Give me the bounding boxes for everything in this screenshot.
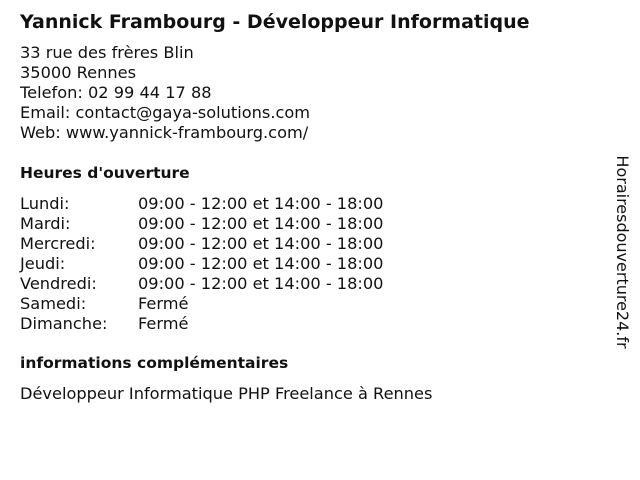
day-label: Mercredi: xyxy=(20,234,96,253)
day-label: Dimanche: xyxy=(20,314,108,333)
time-value: 09:00 - 12:00 et 14:00 - 18:00 xyxy=(138,234,384,253)
address-street: 33 rue des frères Blin xyxy=(20,43,194,62)
time-value: 09:00 - 12:00 et 14:00 - 18:00 xyxy=(138,274,384,293)
time-value: Fermé xyxy=(138,294,189,313)
time-value: 09:00 - 12:00 et 14:00 - 18:00 xyxy=(138,254,384,273)
site-brand-vertical: Horairesdouverture24.fr xyxy=(613,155,632,349)
day-label: Samedi: xyxy=(20,294,87,313)
address-block xyxy=(20,43,310,143)
business-title: Yannick Frambourg - Développeur Informatique xyxy=(20,11,530,33)
time-value: 09:00 - 12:00 et 14:00 - 18:00 xyxy=(138,214,384,233)
day-label: Jeudi: xyxy=(20,254,66,273)
info-heading: informations complémentaires xyxy=(20,354,289,372)
email-address: Email: contact@gaya-solutions.com xyxy=(20,103,311,122)
day-label: Mardi: xyxy=(20,214,71,233)
time-value: 09:00 - 12:00 et 14:00 - 18:00 xyxy=(138,194,384,213)
website-url: Web: www.yannick-frambourg.com/ xyxy=(20,123,309,142)
address-city: 35000 Rennes xyxy=(20,63,137,82)
phone-number: Telefon: 02 99 44 17 88 xyxy=(20,83,212,102)
day-label: Vendredi: xyxy=(20,274,97,293)
day-label: Lundi: xyxy=(20,194,70,213)
hours-heading: Heures d'ouverture xyxy=(20,164,190,182)
info-text: Développeur Informatique PHP Freelance à Rennes xyxy=(20,384,433,403)
time-value: Fermé xyxy=(138,314,189,333)
